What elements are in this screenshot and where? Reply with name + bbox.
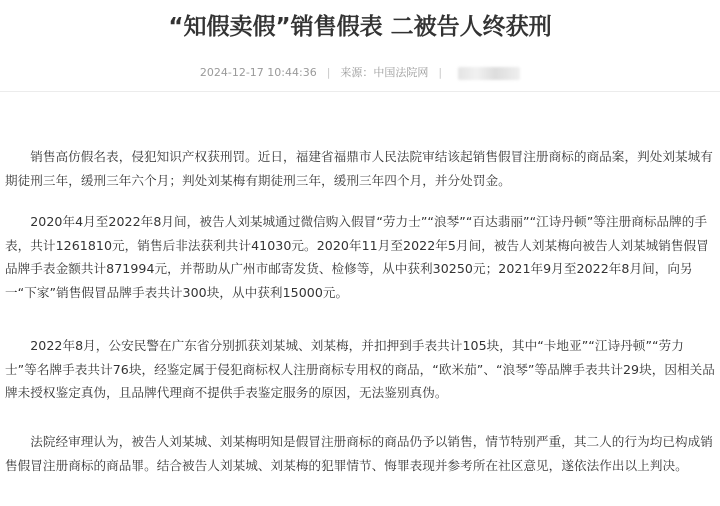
body-paragraph: 销售高仿假名表，侵犯知识产权获刑罚。近日，福建省福鼎市人民法院审结该起销售假冒注册商标的商品案，判处刘某城有期徒刑三年，缓刑三年六个月；判处刘某梅有期徒刑三年，缓刑三年四个月，并分处罚金。 <box>5 149 713 188</box>
article-meta <box>0 65 720 81</box>
header-divider <box>0 91 720 92</box>
body-paragraph: 2020年4月至2022年8月间，被告人刘某城通过微信购入假冒“劳力士”“浪琴”“百达翡丽”“江诗丹顿”等注册商标品牌的手表，共计1261810元，销售后非法获利共计41030元。2020年11月至2022年5月间，被告人刘某梅向被告人刘某城销售假冒品牌手表金额共计871994元，并帮助从广州市邮寄发货、检修等，从中获利30250元；2021年9月至2022年8月间，向另一“下家”销售假冒品牌手表共计300块，从中获利15000元。 <box>5 214 709 300</box>
meta-separator: | <box>438 66 443 79</box>
source-label: 来源：中国法院网 <box>340 66 429 79</box>
blurred-share-area <box>458 67 520 80</box>
publish-datetime: 2024-12-17 10:44:36 <box>199 66 317 79</box>
body-paragraph: 2022年8月，公安民警在广东省分别抓获刘某城、刘某梅，并扣押到手表共计105块，其中“卡地亚”“江诗丹顿”“劳力士”等名牌手表共计76块，经鉴定属于侵犯商标权人注册商标专用权的商品，“欧米茄”、“浪琴”等品牌手表共计29块，因相关品牌未授权鉴定真伪，且品牌代理商不提供手表鉴定服务的原因，无法鉴别真伪。 <box>5 338 715 400</box>
article-title: “知假卖假”销售假表 二被告人终获刑 <box>168 14 552 40</box>
body-paragraph: 法院经审理认为，被告人刘某城、刘某梅明知是假冒注册商标的商品仍予以销售，情节特别严重，其二人的行为均已构成销售假冒注册商标的商品罪。结合被告人刘某城、刘某梅的犯罪情节、悔罪表现并参考所在社区意见，遂依法作出以上判决。 <box>5 434 713 473</box>
meta-separator: | <box>326 66 331 79</box>
